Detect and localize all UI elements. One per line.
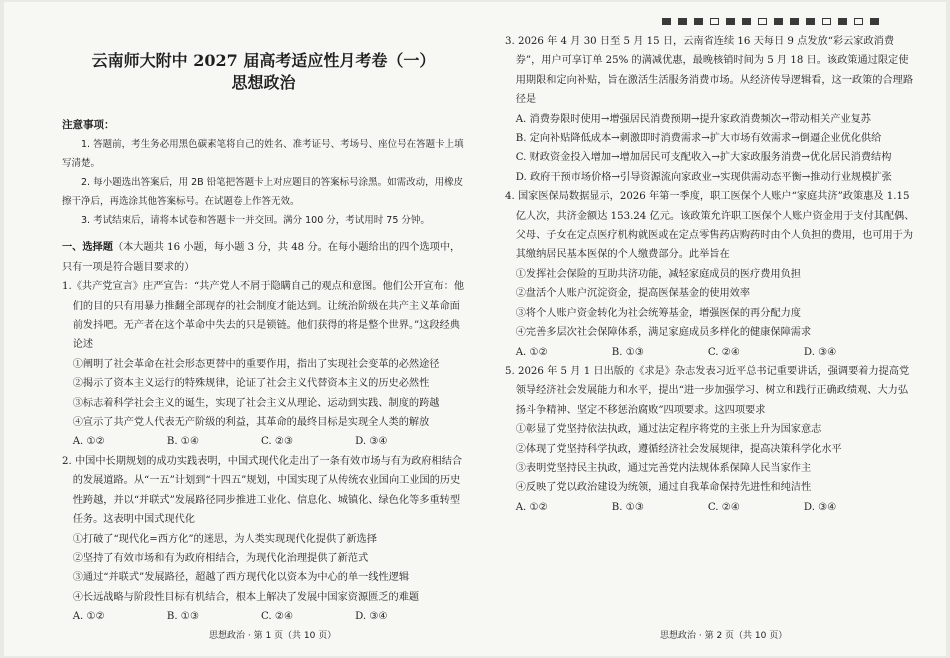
page-2-column (505, 32, 916, 517)
page-1-column (62, 50, 465, 627)
answer-choices (62, 607, 465, 626)
statement-option: ③将个人账户资金转化为社会统筹基金，增强医保的再分配力度 (515, 307, 801, 319)
mark-square (870, 18, 879, 25)
statement-option: ④长远战略与阶段性目标有机结合，根本上解决了发展中国家资源匮乏的难题 (72, 591, 420, 603)
answer-choice-d: D. ③④ (803, 346, 837, 358)
statement-option: ①发挥社会保险的互助共济功能，减轻家庭成员的医疗费用负担 (515, 268, 801, 280)
question-2 (62, 452, 465, 627)
section-instruction: （本大题共 16 小题，每小题 3 分，共 48 分。在每小题给出的四个选项中，只有一项是符合题目要求的） (62, 242, 461, 273)
answer-choice-a: A. ①② (515, 501, 548, 513)
statement-option: ③表明党坚持民主执政，通过完善党内法规体系保障人民当家作主 (515, 462, 812, 474)
statement-option: ④反映了党以政治建设为统领，通过自我革命保持先进性和纯洁性 (515, 482, 812, 494)
statement-option: ④宣示了共产党人代表无产阶级的利益，其革命的最终目标是实现全人类的解放 (72, 417, 430, 429)
mark-square (726, 18, 735, 25)
mark-square (822, 18, 831, 25)
statement-option: ②坚持了有效市场和有为政府相结合，为现代化治理提供了新范式 (72, 552, 369, 564)
exam-sheet (4, 2, 946, 656)
question-4 (505, 187, 916, 362)
page-footer-left: 思想政治 · 第 1 页（共 10 页） (209, 631, 337, 641)
answer-choice-d: D. ③④ (355, 611, 388, 623)
question-1 (62, 277, 465, 452)
statement-option: ②体现了党坚持科学执政，遵循经济社会发展规律，提高决策科学化水平 (515, 443, 842, 455)
answer-choices (505, 498, 916, 517)
answer-choice-b: B. ①③ (166, 611, 200, 623)
exam-title-line1: 云南师大附中 2027 届高考适应性月考卷（一） (91, 51, 436, 70)
statement-option: ②盘活个人账户沉淀资金，提高医保基金的使用效率 (515, 288, 751, 300)
question-stem: 2. 中国中长期规划的成功实践表明，中国式现代化走出了一条有效市场与有为政府相结合的发展道路。从“一五”计划到“十四五”规划，中国实现了从传统农业国向工业国的历史性跨越，并以“并联式”发展路径同步推进工业化、信息化、城镇化、绿色化等多重转型任务。这表明中国式现代化 (62, 455, 463, 526)
mark-square (678, 18, 687, 25)
answer-choice-a: A. ①② (515, 346, 548, 358)
statement-option: ④完善多层次社会保障体系，满足家庭成员多样化的健康保障需求 (515, 327, 812, 339)
section-header (62, 238, 465, 277)
answer-choice-b: B. ①③ (611, 346, 644, 358)
answer-choice-c: C. ②④ (707, 346, 741, 358)
question-3 (505, 32, 916, 187)
answer-choice-a: A. ①② (72, 611, 105, 623)
note-item: 1. 答题前，考生务必用黑色碳素笔将自己的姓名、准考证号、考场号、座位号在答题卡上填写清楚。 (62, 139, 464, 170)
mark-square (694, 18, 703, 25)
note-item: 3. 考试结束后，请将本试卷和答题卡一并交回。满分 100 分，考试用时 75 分钟。 (81, 215, 430, 227)
path-option-a: A. 消费券限时使用→增强居民消费预期→提升家政消费频次→带动相关产业复苏 (515, 113, 871, 125)
section-heading: 一、选择题 (62, 241, 113, 254)
answer-choice-c: C. ②④ (260, 611, 294, 623)
exam-title (62, 50, 465, 94)
page-footer-right: 思想政治 · 第 2 页（共 10 页） (660, 631, 788, 641)
statement-option: ③通过“并联式”发展路径，超越了西方现代化以资本为中心的单一线性逻辑 (72, 572, 410, 584)
answer-choice-c: C. ②③ (260, 436, 294, 448)
answer-choices (505, 343, 916, 362)
mark-square (710, 18, 719, 25)
answer-choice-d: D. ③④ (355, 436, 388, 448)
question-stem: 3. 2026 年 4 月 30 日至 5 月 15 日，云南省连续 16 天每日 9 点发放“彩云家政消费券”，用户可享订单 25% 的满减优惠，最晚核销时间为 5 月 18 日。该政策通过限定使用期限和定向补贴，旨在激活生活服务消费市场。从经济传导逻辑看，这一政策的合理路径是 (505, 36, 914, 106)
path-option-c: C. 财政资金投入增加→增加居民可支配收入→扩大家政服务消费→优化居民消费结构 (515, 152, 892, 164)
question-5 (505, 362, 916, 517)
statement-option: ②揭示了资本主义运行的特殊规律，论证了社会主义代替资本主义的历史必然性 (72, 378, 430, 390)
statement-option: ①彰显了党坚持依法执政，通过法定程序将党的主张上升为国家意志 (515, 424, 822, 436)
question-stem: 1.《共产党宣言》庄严宣告：“共产党人不屑于隐瞒自己的观点和意图。他们公开宣布：他们的目的只有用暴力推翻全部现存的社会制度才能达到。让统治阶级在共产主义革命面前发抖吧。无产者在这个革命中失去的只是锁链。他们获得的将是整个世界。”这段经典论述 (62, 281, 465, 351)
mark-square (790, 18, 799, 25)
notes-heading: 注意事项： (62, 119, 115, 131)
mark-square (806, 18, 815, 25)
mark-square (774, 18, 783, 25)
statement-option: ③标志着科学社会主义的诞生，实现了社会主义从理论、运动到实践、制度的跨越 (72, 397, 440, 409)
answer-choice-b: B. ①④ (166, 436, 200, 448)
statement-option: ①阐明了社会革命在社会形态更替中的重要作用，指出了实现社会变革的必然途径 (72, 358, 440, 370)
note-item: 2. 每小题选出答案后，用 2B 铅笔把答题卡上对应题目的答案标号涂黑。如需改动，用橡皮擦干净后，再选涂其他答案标号。在试题卷上作答无效。 (62, 177, 464, 208)
answer-choice-a: A. ①② (72, 436, 105, 448)
statement-option: ①打破了“现代化=西方化”的迷思，为人类实现现代化提供了新选择 (72, 533, 377, 545)
answer-choice-d: D. ③④ (803, 501, 837, 513)
path-option-b: B. 定向补贴降低成本→刺激即时消费需求→扩大市场有效需求→倒逼企业优化供给 (515, 133, 882, 145)
path-option-d: D. 政府干预市场价格→引导资源流向家政业→实现供需动态平衡→推动行业规模扩张 (515, 171, 892, 183)
mark-square (662, 18, 671, 25)
mark-square (742, 18, 751, 25)
exam-subject: 思想政治 (231, 73, 296, 92)
mark-square (854, 18, 863, 25)
answer-choice-c: C. ②④ (707, 501, 741, 513)
answer-choice-b: B. ①③ (611, 501, 644, 513)
corner-registration-marks (662, 18, 879, 25)
answer-choices (62, 432, 465, 451)
mark-square (758, 18, 767, 25)
question-stem: 5. 2026 年 5 月 1 日出版的《求是》杂志发表习近平总书记重要讲话，强调要着力提高党领导经济社会发展能力和水平，提出“进一步加强学习、树立和践行正确政绩观、大力弘扬斗争精神、坚定不移惩治腐败”四项要求。这四项要求 (505, 365, 910, 416)
mark-square (838, 18, 847, 25)
question-stem: 4. 国家医保局数据显示，2026 年第一季度，职工医保个人账户“家庭共济”政策惠及 1.15 亿人次，共济金额达 153.24 亿元。该政策允许职工医保个人账户资金用于支付其配偶、父母、子女在定点医疗机构就医或在定点零售药店购药时由个人负担的费用，也可用于为其缴纳居民基本医保的个人缴费部分。此举旨在 (505, 191, 915, 261)
